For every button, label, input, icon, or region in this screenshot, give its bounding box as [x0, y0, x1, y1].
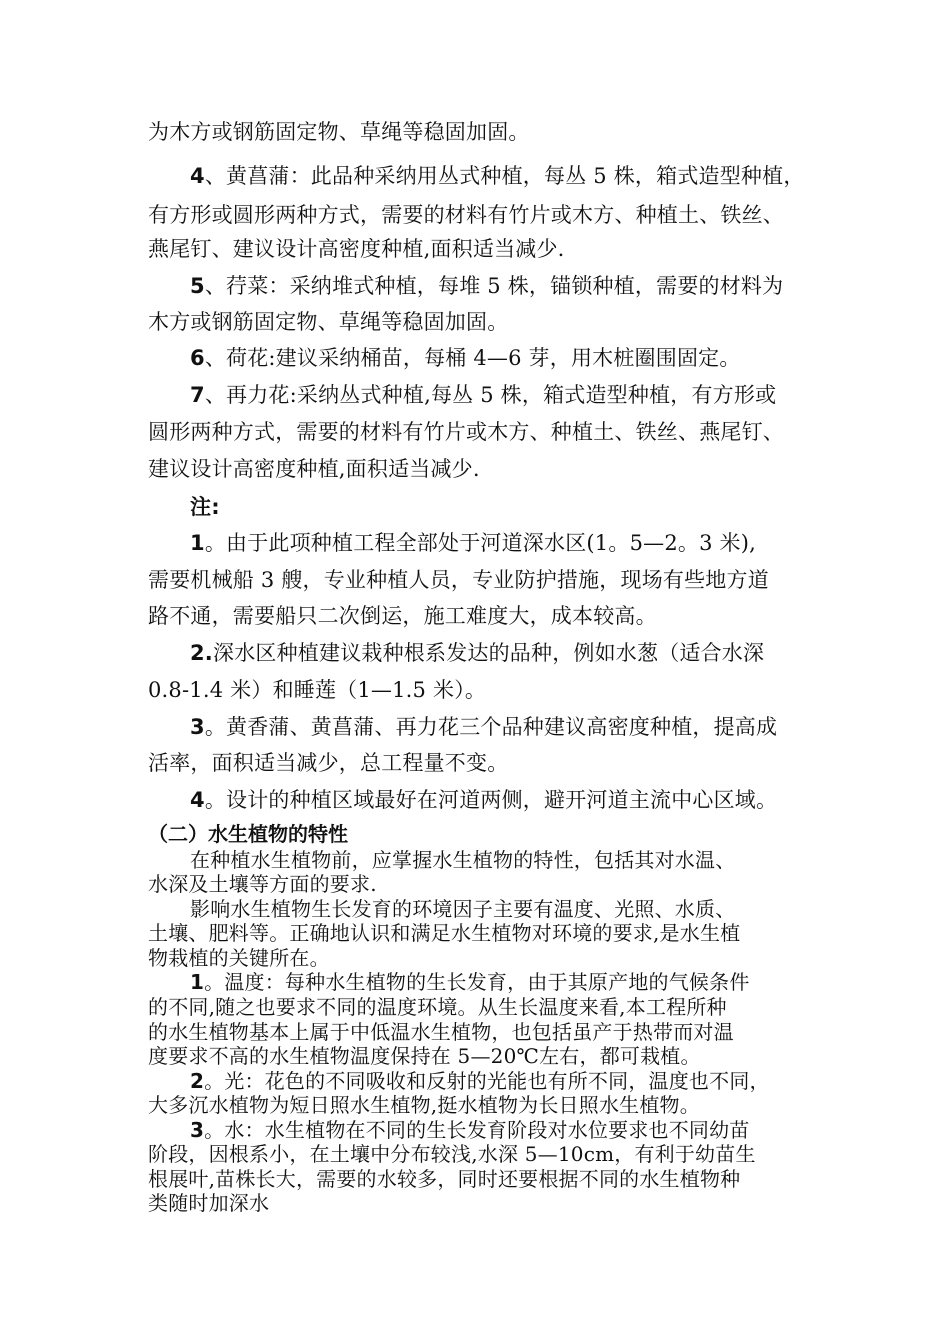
- characteristic-3-line: [190, 1118, 750, 1143]
- paragraph-line: 影响水生植物生长发育的环境因子主要有温度、光照、水质、: [190, 897, 736, 921]
- item-text: 。温度：每种水生植物的生长发育，由于其原产地的气候条件: [204, 970, 750, 994]
- note-number: 2.: [190, 641, 213, 665]
- note-text: 。设计的种植区域最好在河道两侧，避开河道主流中心区域。: [204, 788, 778, 812]
- paragraph-line: 阶段，因根系小，在土壤中分布较浅,水深 5—10cm，有利于幼苗生: [148, 1142, 756, 1166]
- paragraph-line: 的水生植物基本上属于中低温水生植物，也包括虽产于热带而对温: [148, 1020, 734, 1044]
- note-1-line: [190, 529, 756, 557]
- note-label: 注:: [190, 495, 220, 519]
- note-4-line: [190, 786, 777, 814]
- item-5-line: [190, 272, 783, 300]
- note-number: 4: [190, 788, 205, 812]
- paragraph-line: 物栽植的关键所在。: [148, 946, 330, 970]
- paragraph-line: 在种植水生植物前，应掌握水生植物的特性，包括其对水温、: [190, 848, 736, 872]
- note-number: 1: [190, 531, 205, 555]
- item-text: 、黄菖蒲：此品种采纳用丛式种植，每丛 5 株，箱式造型种植，: [204, 164, 805, 188]
- paragraph-line: 需要机械船 3 艘，专业种植人员，专业防护措施，现场有些地方道: [148, 568, 769, 592]
- item-4-line: [190, 162, 805, 190]
- paragraph-line: 大多沉水植物为短日照水生植物,挺水植物为长日照水生植物。: [148, 1093, 700, 1117]
- note-3-line: [190, 713, 777, 741]
- paragraph-line: 类随时加深水: [148, 1191, 270, 1215]
- paragraph-line: 度要求不高的水生植物温度保持在 5—20℃左右，都可栽植。: [148, 1044, 701, 1068]
- paragraph-line: 0.8-1.4 米）和睡莲（1—1.5 米）。: [148, 678, 487, 702]
- paragraph-line: 木方或钢筋固定物、草绳等稳固加固。: [148, 310, 509, 334]
- paragraph-line: 土壤、肥料等。正确地认识和满足水生植物对环境的要求,是水生植: [148, 921, 741, 945]
- paragraph-line: 路不通，需要船只二次倒运，施工难度大，成本较高。: [148, 604, 657, 628]
- note-text: 。黄香蒲、黄菖蒲、再力花三个品种建议高密度种植，提高成: [204, 715, 778, 739]
- item-number: 5: [190, 274, 205, 298]
- item-number: 2: [190, 1069, 205, 1093]
- item-text: 、再力花:采纳丛式种植,每丛 5 株，箱式造型种植，有方形或: [204, 383, 777, 407]
- paragraph-line: 活率，面积适当减少，总工程量不变。: [148, 751, 509, 775]
- paragraph-line: 的不同,随之也要求不同的温度环境。从生长温度来看,本工程所种: [148, 995, 727, 1019]
- item-7-line: [190, 381, 776, 409]
- paragraph-line: 圆形两种方式，需要的材料有竹片或木方、种植土、铁丝、燕尾钉、: [148, 420, 784, 444]
- characteristic-1-line: [190, 970, 750, 995]
- item-text: 、荇菜：采纳堆式种植，每堆 5 株，锚锁种植，需要的材料为: [204, 274, 784, 298]
- item-6-line: [190, 344, 741, 372]
- paragraph-line: 建议设计高密度种植,面积适当减少.: [148, 457, 480, 481]
- note-text: 。由于此项种植工程全部处于河道深水区(1。5—2。3 米),: [204, 531, 756, 555]
- characteristic-2-line: [190, 1069, 770, 1094]
- section-heading: （二）水生植物的特性: [148, 822, 348, 846]
- item-number: 4: [190, 164, 205, 188]
- item-text: 。水：水生植物在不同的生长发育阶段对水位要求也不同幼苗: [204, 1118, 750, 1142]
- paragraph-line: 燕尾钉、建议设计高密度种植,面积适当减少.: [148, 237, 565, 261]
- note-number: 3: [190, 715, 205, 739]
- item-number: 1: [190, 970, 205, 994]
- paragraph-line: 有方形或圆形两种方式，需要的材料有竹片或木方、种植土、铁丝、: [148, 203, 784, 227]
- item-number: 3: [190, 1118, 205, 1142]
- note-text: 深水区种植建议栽种根系发达的品种，例如水葱（适合水深: [213, 641, 765, 665]
- note-2-line: [190, 639, 764, 667]
- item-text: 。光：花色的不同吸收和反射的光能也有所不同，温度也不同，: [204, 1069, 770, 1093]
- paragraph-line: 为木方或钢筋固定物、草绳等稳固加固。: [148, 120, 530, 144]
- paragraph-line: 水深及土壤等方面的要求.: [148, 872, 377, 896]
- item-text: 、荷花:建议采纳桶苗，每桶 4—6 芽，用木桩圈围固定。: [204, 346, 741, 370]
- item-number: 7: [190, 383, 205, 407]
- item-number: 6: [190, 346, 205, 370]
- paragraph-line: 根展叶,苗株长大，需要的水较多，同时还要根据不同的水生植物种: [148, 1167, 741, 1191]
